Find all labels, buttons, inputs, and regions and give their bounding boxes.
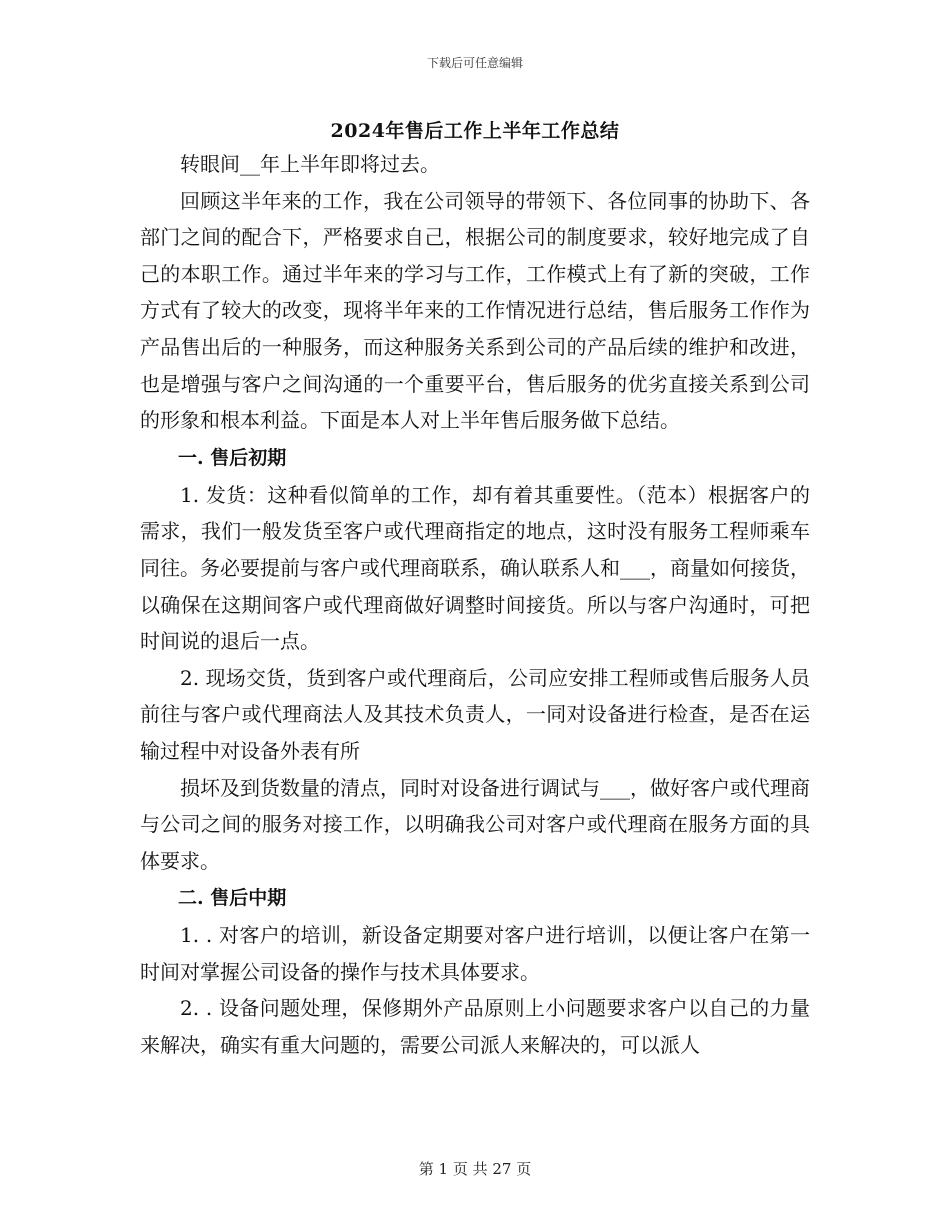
document-title: 2024年售后工作上半年工作总结 bbox=[330, 120, 620, 142]
paragraph-training: 1. . 对客户的培训，新设备定期要对客户进行培训，以便让客户在第一时间对掌握公司设备的操作与技术具体要求。 bbox=[140, 923, 810, 984]
page-header: 下载后可任意编辑 bbox=[426, 56, 523, 70]
paragraph-onsite-delivery: 2. 现场交货，货到客户或代理商后，公司应安排工程师或售后服务人员前往与客户或代理商法人及其技术负责人，一同对设备进行检查，是否在运输过程中对设备外表有所 bbox=[140, 665, 810, 763]
document-body bbox=[140, 146, 810, 1064]
paragraph-review: 回顾这半年来的工作，我在公司领导的带领下、各位同事的协助下、各部门之间的配合下，严格要求自己，根据公司的制度要求，较好地完成了自己的本职工作。通过半年来的学习与工作，工作模式上有了新的突破，工作方式有了较大的改变，现将半年来的工作情况进行总结，售后服务工作作为产品售出后的一种服务，而这种服务关系到公司的产品后续的维护和改进，也是增强与客户之间沟通的一个重要平台，售后服务的优劣直接关系到公司的形象和根本利益。下面是本人对上半年售后服务做下总结。 bbox=[140, 188, 810, 433]
page-footer: 第 1 页 共 27 页 bbox=[418, 1160, 532, 1178]
paragraph-issue-handling: 2. . 设备问题处理，保修期外产品原则上小问题要求客户以自己的力量来解决，确实有重大问题的，需要公司派人来解决的，可以派人 bbox=[140, 996, 810, 1058]
paragraph-inspection: 损坏及到货数量的清点，同时对设备进行调试与___，做好客户或代理商与公司之间的服务对接工作，以明确我公司对客户或代理商在服务方面的具体要求。 bbox=[140, 775, 810, 873]
section-heading-mid: 二. 售后中期 bbox=[178, 887, 287, 910]
paragraph-shipping: 1. 发货：这种看似简单的工作，却有着其重要性。（范本）根据客户的需求，我们一般发货至客户或代理商指定的地点，这时没有服务工程师乘车同往。务必要提前与客户或代理商联系，确认联系人和___，商量如何接货，以确保在这期间客户或代理商做好调整时间接货。所以与客户沟通时，可把时间说的退后一点。 bbox=[140, 482, 810, 654]
paragraph-intro: 转眼间__年上半年即将过去。 bbox=[180, 152, 440, 176]
section-heading-early: 一. 售后初期 bbox=[178, 446, 287, 469]
